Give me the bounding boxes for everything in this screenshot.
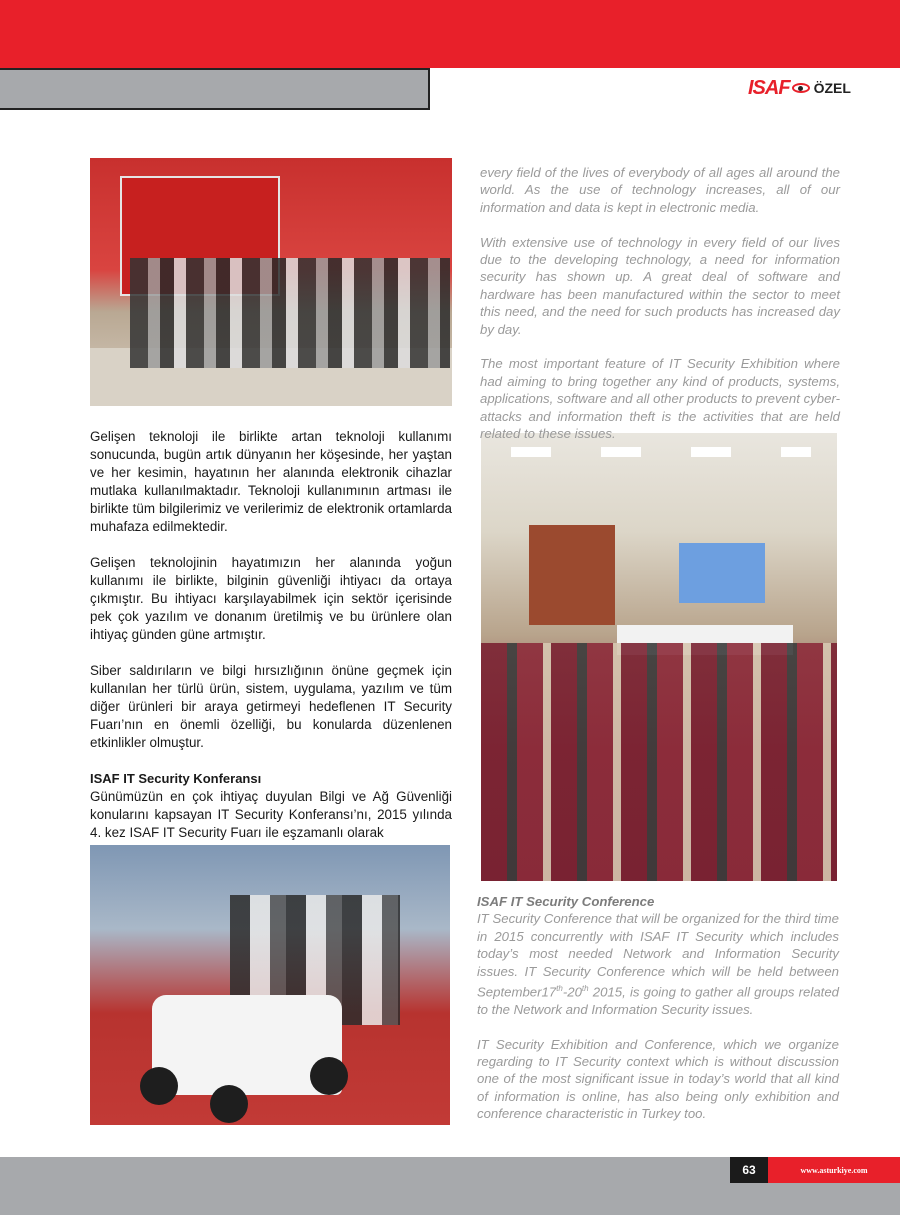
robot-vehicle-photo: [90, 845, 450, 1125]
turkish-paragraph: Gelişen teknoloji ile birlikte artan teknoloji kullanımı sonucunda, bugün artık dünyanın her köşesinde, her yaştan ve her kesimin, hayatının her alanında elektronik cihazlar mutlaka kullanılmaktadır. Teknoloji kullanımının artması ile birlikte tüm bilgilerimiz ve verilerimiz de elektronik ortamlarda muhafaza edilmektedir.: [90, 429, 452, 534]
english-paragraph: IT Security Exhibition and Conference, which we organize regarding to IT Security context which is without discussion one of the most significant issue in today’s world that all kind of information is online, has also being only exhibition and conference characteristic in Turkey too.: [477, 1036, 839, 1122]
logo-isaf-text: ISAF: [748, 76, 790, 99]
english-text: 2015, is going to gather all groups related to the Network and Information Security issues.: [477, 984, 839, 1017]
audience-chairs: [481, 643, 837, 881]
top-red-band: [0, 0, 900, 68]
robot-wheel: [310, 1057, 348, 1095]
turkish-paragraph: Siber saldırıların ve bilgi hırsızlığının önüne geçmek için kullanılan her türlü ürün, sistem, uygulama, yazılım ve tüm diğer ürünleri bir araya getirmeyi hedeflenen IT Security Fuarı’nın en önemli özelliği, bu konularda düzenlenen etkinlikler olmuştur.: [90, 663, 452, 750]
robot-wheel: [210, 1085, 248, 1123]
ordinal-suffix: th: [556, 984, 563, 994]
conference-hall-photo: [481, 433, 837, 881]
eye-icon: [792, 83, 810, 93]
english-article-column-bottom: [477, 893, 839, 1140]
photo-wall-panel: [529, 525, 615, 625]
logo-ozel-text: ÖZEL: [813, 80, 851, 96]
english-text: IT Security Conference that will be organized for the third time in 2015 concurrently with ISAF IT Security which includes today’s most needed Network and Information Security issues. IT Security Conference which will be held between September17: [477, 911, 839, 1000]
english-paragraph: [477, 910, 839, 1018]
english-paragraph: The most important feature of IT Security Exhibition where had aiming to bring together any kind of products, systems, applications, software and all other products to prevent cyber-attacks and information theft is the activities that are held related to these issues.: [480, 356, 840, 442]
turkish-section-heading: ISAF IT Security Konferansı: [90, 771, 262, 786]
english-article-column-top: [480, 164, 840, 460]
header-grey-bar: [0, 68, 430, 110]
robot-wheel: [140, 1067, 178, 1105]
exhibition-entrance-photo: [90, 158, 452, 406]
isaf-ozel-logo: [748, 76, 851, 100]
english-paragraph: every field of the lives of everybody of all ages all around the world. As the use of technology increases, all of our information and data is kept in electronic media.: [480, 165, 840, 215]
turkish-paragraph: Günümüzün en çok ihtiyaç duyulan Bilgi ve Ağ Güvenliği konularını kapsayan IT Security Konferansı’nı, 2015 yılında 4. kez ISAF IT Security Fuarı ile eşzamanlı olarak: [90, 789, 452, 840]
ordinal-suffix: th: [581, 984, 589, 994]
english-section-heading: ISAF IT Security Conference: [477, 894, 655, 909]
english-text: -20: [562, 984, 582, 1000]
turkish-paragraph: Gelişen teknolojinin hayatımızın her alanında yoğun kullanımı ile birlikte, bilginin güvenliği ihtiyacı da ortaya çıkmıştır. Bu ihtiyacı karşılayabilmek için sektör içerisinde pek çok yazılım ve donanım üretilmiş ve bu ürünlere olan ihtiyaç günden güne artmıştır.: [90, 555, 452, 642]
website-link[interactable]: www.asturkiye.com: [768, 1157, 900, 1183]
english-paragraph: With extensive use of technology in every field of our lives due to the developing technology, a need for information security has shown up. A great deal of software and hardware has been manufactured within the sector to meet this need, and the need for such products has increased day by day.: [480, 234, 840, 337]
page-number: 63: [730, 1157, 768, 1183]
turkish-article-column: [90, 428, 452, 842]
photo-crowd: [130, 258, 450, 368]
projection-screen: [679, 543, 765, 603]
